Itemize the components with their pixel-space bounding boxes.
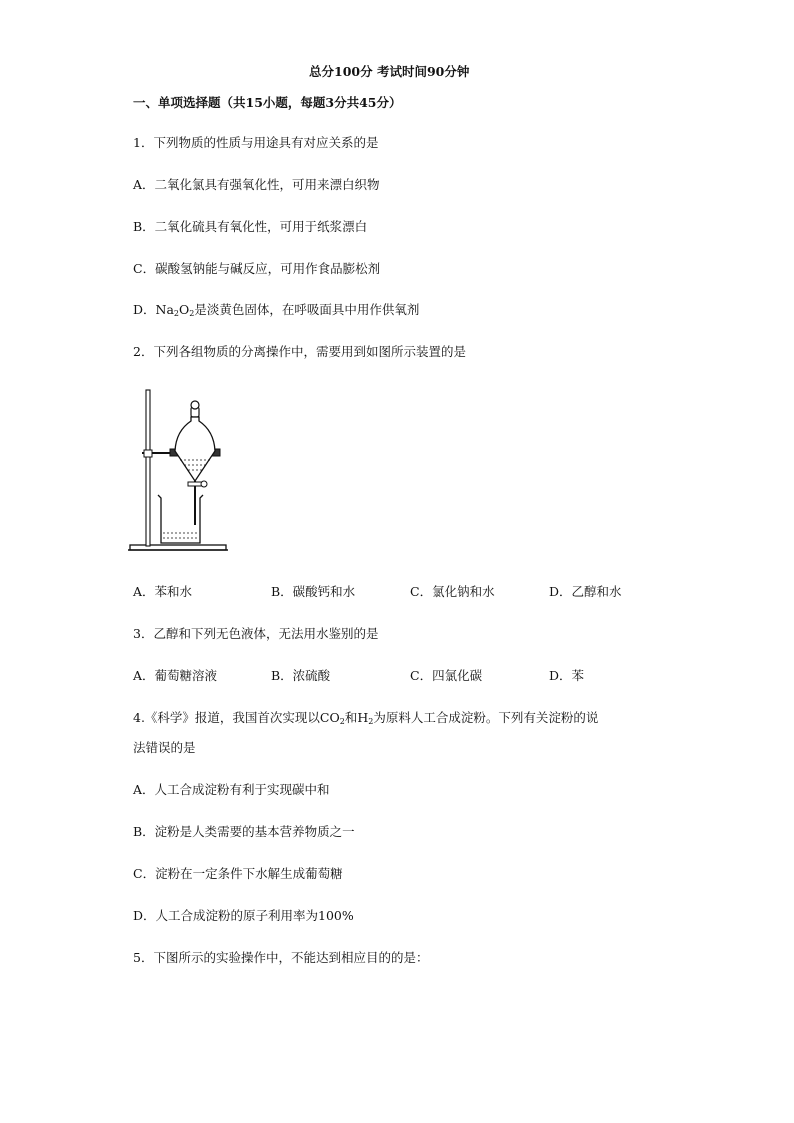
question-3-option-c: C．四氯化碳 <box>410 668 483 683</box>
question-3-option-d: D．苯 <box>549 668 585 683</box>
separatory-funnel-apparatus <box>128 385 238 557</box>
question-3-option-a: A．葡萄糖溶液 <box>133 668 218 683</box>
question-4-option-c: C．淀粉在一定条件下水解生成葡萄糖 <box>133 866 343 881</box>
question-5-stem: 5．下图所示的实验操作中，不能达到相应目的的是： <box>133 950 429 965</box>
question-4-stem: 4.《科学》报道，我国首次实现以$CO_2$和$H_2$为原料人工合成淀粉。下列有关淀粉的说 <box>133 710 599 726</box>
question-2-option-d: D．乙醇和水 <box>549 584 622 599</box>
exam-info-title: 总分100分 考试时间90分钟 <box>309 64 470 79</box>
question-2-option-c: C．氯化钠和水 <box>410 584 495 599</box>
question-2-stem: 2．下列各组物质的分离操作中，需要用到如图所示装置的是 <box>133 344 466 359</box>
question-1-option-c: C．碳酸氢钠能与碱反应，可用作食品膨松剂 <box>133 261 381 276</box>
question-2-option-a: A．苯和水 <box>133 584 193 599</box>
question-4-stem-line-2: 法错误的是 <box>133 740 196 755</box>
question-4-option-a: A．人工合成淀粉有利于实现碳中和 <box>133 782 330 797</box>
question-1-option-a: A．二氧化氯具有强氧化性，可用来漂白织物 <box>133 177 380 192</box>
question-3-stem: 3．乙醇和下列无色液体，无法用水鉴别的是 <box>133 626 379 641</box>
question-3-option-b: B．浓硫酸 <box>271 668 331 683</box>
question-4-option-d: D．人工合成淀粉的原子利用率为100% <box>133 908 354 923</box>
section-heading: 一、单项选择题（共15小题，每题3分共45分） <box>133 95 402 110</box>
question-1-option-d: D．$Na_2O_2$是淡黄色固体，在呼吸面具中用作供氧剂 <box>133 302 420 318</box>
question-1-stem: 1．下列物质的性质与用途具有对应关系的是 <box>133 135 379 150</box>
question-1-option-b: B．二氧化硫具有氧化性，可用于纸浆漂白 <box>133 219 368 234</box>
question-4-option-b: B．淀粉是人类需要的基本营养物质之一 <box>133 824 355 839</box>
question-2-option-b: B．碳酸钙和水 <box>271 584 356 599</box>
